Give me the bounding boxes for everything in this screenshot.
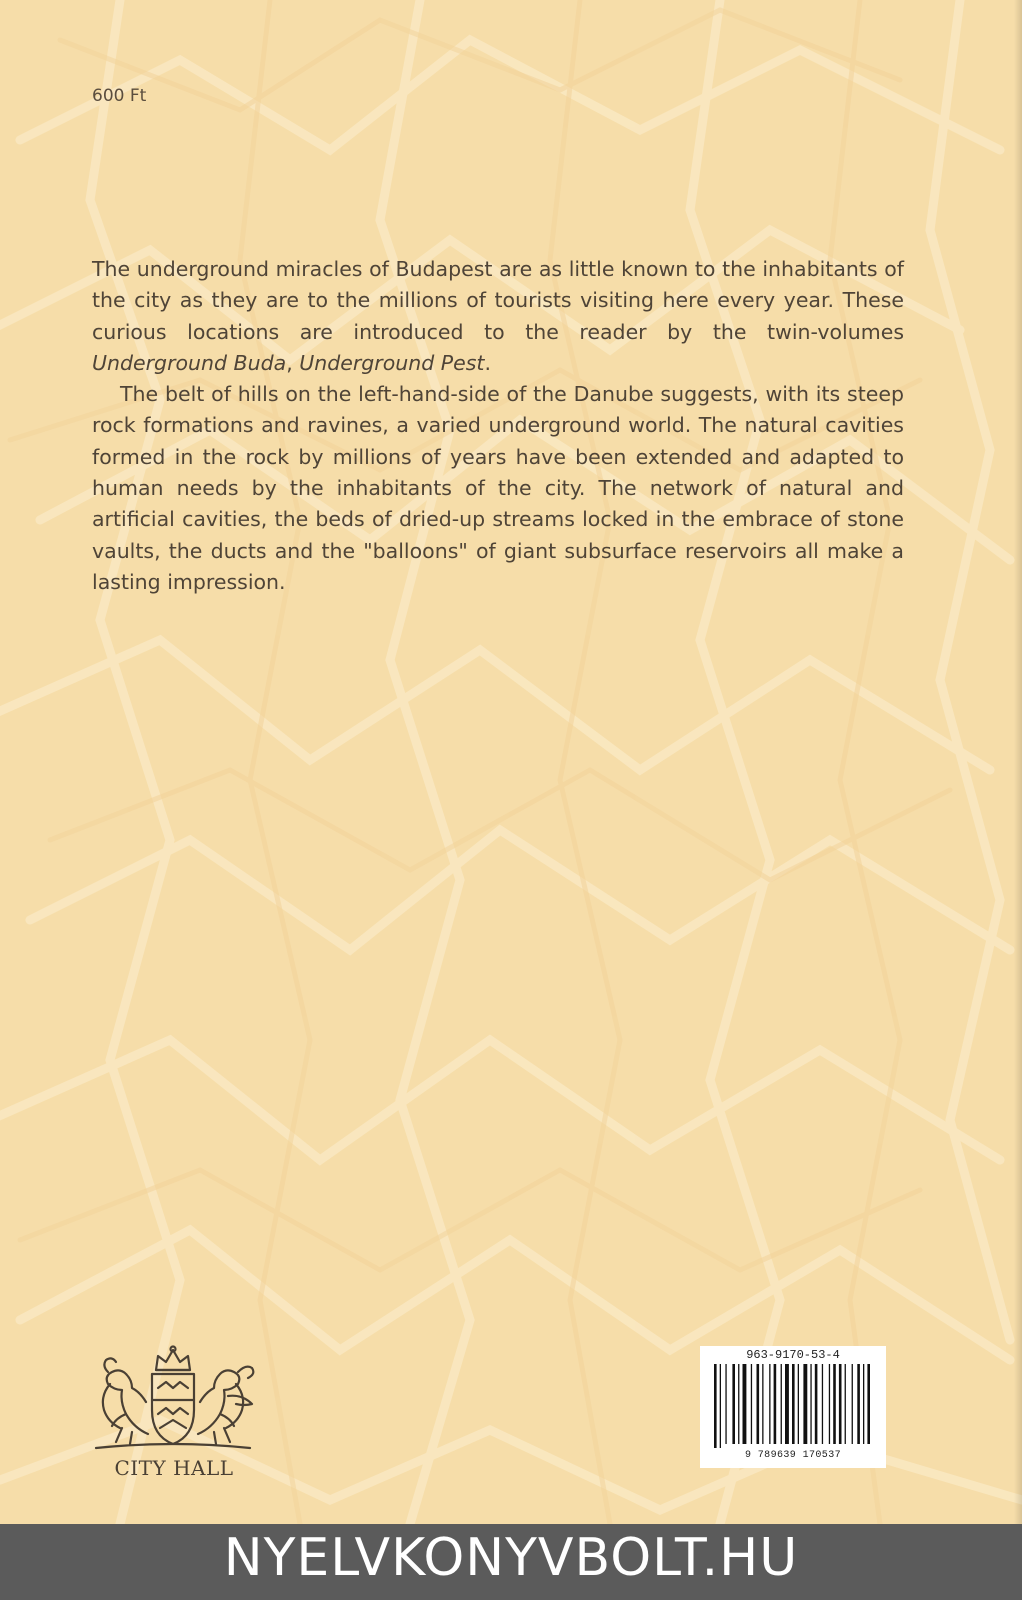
barcode-bar (751, 1364, 752, 1444)
ean-number: 9 789639 170537 (744, 1450, 841, 1461)
barcode-bar (810, 1364, 811, 1444)
barcode-bar (839, 1364, 842, 1444)
blurb-paragraph-1-text: The underground miracles of Budapest are as little known to the inhabitants of the city as they are to the millions of tourists visiting here every year. These curious locations are introduced to the reader by the twin-volumes (92, 257, 904, 344)
blurb-text (92, 254, 904, 598)
barcode-bar (798, 1364, 799, 1444)
paragraph-end: . (484, 350, 492, 375)
barcode-bar (725, 1364, 726, 1444)
barcode-bar (863, 1364, 864, 1444)
barcode-bar (714, 1364, 717, 1448)
title-separator: , (286, 350, 300, 375)
barcode-bar (743, 1364, 747, 1444)
barcode-bar (781, 1364, 782, 1444)
blurb-paragraph-2: The belt of hills on the left-hand-side of the Danube suggests, with its steep rock formations and ravines, a varied underground world. The natural cavities formed in the rock by millions of years have been extended and adapted to human needs by the inhabitants of the city. The network of natural and artificial cavities, the beds of dried-up streams locked in the embrace of stone vaults, the ducts and the "balloons" of giant subsurface reservoirs all make a lasting impression. (92, 382, 904, 594)
barcode-bar (769, 1364, 770, 1444)
barcode-bar (867, 1364, 870, 1444)
barcode-icon (714, 1364, 872, 1448)
barcode-bar (774, 1364, 777, 1444)
barcode-bar (822, 1364, 823, 1444)
volume-title-pest: Underground Pest (299, 350, 485, 375)
barcode-label (700, 1346, 886, 1468)
barcode-bar (833, 1364, 836, 1444)
barcode-bar (738, 1364, 739, 1444)
barcode-bar (732, 1364, 735, 1444)
barcode-bar (792, 1364, 795, 1444)
barcode-bar (803, 1364, 807, 1444)
barcode-bar (720, 1364, 721, 1448)
budapest-coat-of-arms-icon (86, 1344, 260, 1452)
barcode-bar (815, 1364, 818, 1444)
watermark-text: NYELVKONYVBOLT.HU (223, 1528, 799, 1588)
barcode-bar (857, 1364, 860, 1444)
barcode-bar (757, 1364, 760, 1444)
barcode-bar (845, 1364, 846, 1444)
isbn-number: 963-9170-53-4 (746, 1348, 840, 1362)
price-label: 600 Ft (92, 86, 147, 106)
barcode-bar (852, 1364, 853, 1444)
blurb-paragraph-1 (92, 254, 904, 379)
volume-title-buda: Underground Buda (92, 350, 287, 375)
barcode-bar (785, 1364, 789, 1444)
barcode-bar (762, 1364, 763, 1444)
barcode-bar (829, 1364, 830, 1444)
publisher-name: CITY HALL (114, 1456, 234, 1480)
watermark-banner (0, 1524, 1022, 1600)
